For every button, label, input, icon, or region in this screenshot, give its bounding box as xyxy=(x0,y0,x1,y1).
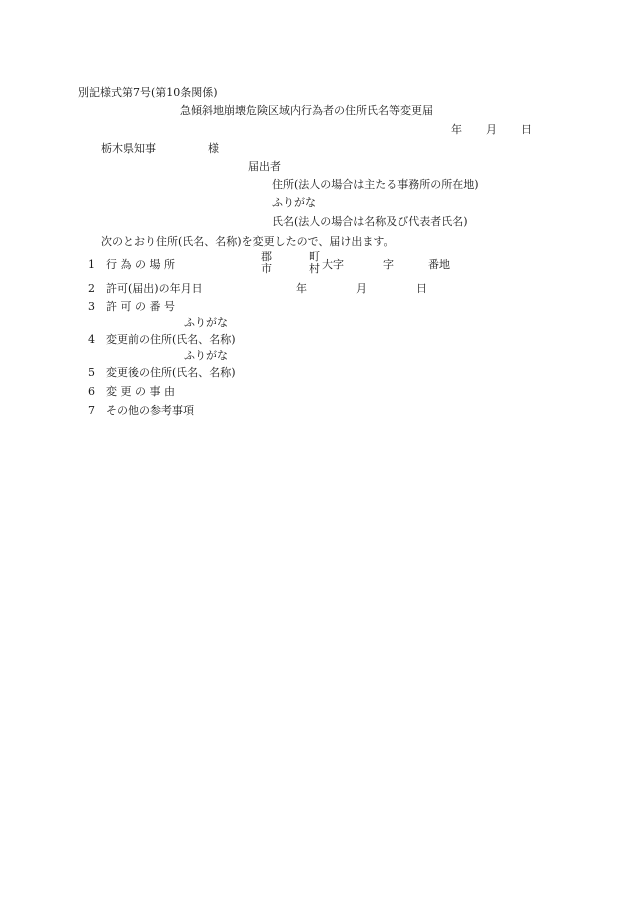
furigana-after: ふりがな xyxy=(184,349,228,362)
document-title: 急傾斜地崩壊危険区域内行為者の住所氏名等変更届 xyxy=(180,104,433,117)
gun-label: 郡 xyxy=(261,250,272,263)
item-number: 5 xyxy=(88,366,95,379)
item-label: その他の参考事項 xyxy=(106,404,194,417)
permit-year: 年 xyxy=(296,282,307,295)
intro-text: 次のとおり住所(氏名、名称)を変更したので、届け出ます。 xyxy=(101,235,395,248)
oaza-label: 大字 xyxy=(322,258,344,271)
permit-day: 日 xyxy=(416,282,427,295)
machi-label: 町 xyxy=(309,250,320,263)
banchi-label: 番地 xyxy=(428,258,450,271)
addressee-name: 栃木県知事 xyxy=(101,142,156,155)
item-number: 6 xyxy=(88,385,95,398)
submitter-name: 氏名(法人の場合は名称及び代表者氏名) xyxy=(272,215,468,228)
submitter-address: 住所(法人の場合は主たる事務所の所在地) xyxy=(272,178,479,191)
aza-label: 字 xyxy=(383,258,394,271)
item-number: 2 xyxy=(88,282,95,295)
date-year: 年 xyxy=(451,123,462,136)
item-number: 4 xyxy=(88,333,95,346)
date-day: 日 xyxy=(521,123,532,136)
item-label: 許 可 の 番 号 xyxy=(106,300,175,313)
submitter-furigana: ふりがな xyxy=(272,196,316,209)
item-label: 変更後の住所(氏名、名称) xyxy=(106,366,236,379)
gun-shi-stack xyxy=(261,251,272,275)
submitter-label: 届出者 xyxy=(248,160,281,173)
form-label: 別記様式第7号(第10条関係) xyxy=(78,86,218,99)
permit-month: 月 xyxy=(356,282,367,295)
mura-label: 村 xyxy=(309,262,320,275)
shi-label: 市 xyxy=(261,262,272,275)
addressee-honorific: 様 xyxy=(208,142,219,155)
item-number: 1 xyxy=(88,258,95,271)
item-label: 許可(届出)の年月日 xyxy=(106,282,203,295)
item-number: 7 xyxy=(88,404,95,417)
date-month: 月 xyxy=(486,123,497,136)
item-label: 変 更 の 事 由 xyxy=(106,385,175,398)
furigana-before: ふりがな xyxy=(184,316,228,329)
item-label: 変更前の住所(氏名、名称) xyxy=(106,333,236,346)
machi-mura-stack xyxy=(309,251,320,275)
item-number: 3 xyxy=(88,300,95,313)
item-label: 行 為 の 場 所 xyxy=(106,258,175,271)
